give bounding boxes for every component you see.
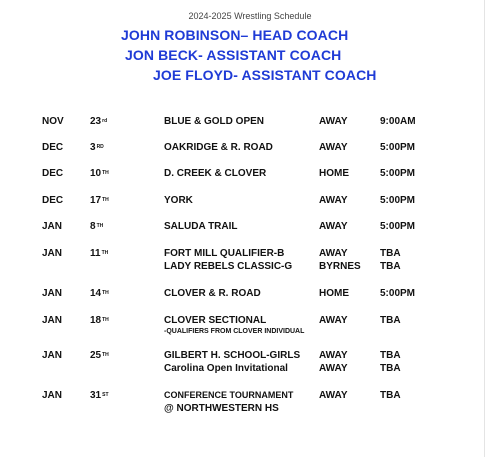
schedule-row [0,314,484,344]
event-location: AWAY BYRNES [319,248,361,272]
event-month: JAN [42,390,63,401]
event-time: 5:00PM [380,168,416,179]
event-day: 18TH [90,315,109,326]
event-time: TBA TBA [380,350,401,374]
event-time: TBA TBA [380,248,401,272]
event-month: JAN [42,221,63,232]
event-location: HOME [319,288,349,299]
event-day: 23rd [90,116,108,127]
event-time: 5:00PM [380,221,416,232]
event-month: JAN [42,248,63,259]
schedule-row [0,247,484,275]
event-note: -QUALIFIERS FROM CLOVER INDIVIDUAL [164,328,305,335]
event-day: 17TH [90,195,109,206]
event-day: 25TH [90,350,109,361]
event-name: BLUE & GOLD OPEN [164,116,265,127]
event-name: D. CREEK & CLOVER [164,168,267,179]
event-day: 11TH [90,248,109,259]
event-location: AWAY [319,221,348,232]
schedule-row [0,167,484,197]
event-location: AWAY [319,315,348,326]
event-location: HOME [319,168,349,179]
event-month: JAN [42,288,63,299]
event-month: NOV [42,116,64,127]
event-name: GILBERT H. SCHOOL-GIRLS Carolina Open Invitational [164,350,301,374]
event-location: AWAY [319,142,348,153]
head-coach: JOHN ROBINSON– HEAD COACH [121,27,349,43]
event-name: YORK [164,195,193,206]
schedule-row [0,389,484,417]
season-title: 2024-2025 Wrestling Schedule [188,11,312,21]
schedule-row [0,220,484,250]
event-name: CONFERENCE TOURNAMENT @ NORTHWESTERN HS [164,390,294,414]
event-day: 8TH [90,221,104,232]
event-month: DEC [42,195,64,206]
event-name: CLOVER SECTIONAL -QUALIFIERS FROM CLOVER INDIVIDUAL [164,315,305,335]
event-location: AWAY [319,195,348,206]
event-time: TBA [380,315,401,326]
event-month: JAN [42,315,63,326]
event-month: DEC [42,168,64,179]
schedule-row [0,349,484,377]
event-month: JAN [42,350,63,361]
event-name: FORT MILL QUALIFIER-B LADY REBELS CLASSIC-G [164,248,293,272]
event-time: 9:00AM [380,116,416,127]
event-time: 5:00PM [380,288,416,299]
event-day: 10TH [90,168,109,179]
event-day: 14TH [90,288,109,299]
event-day: 31ST [90,390,109,401]
page-edge-line [484,0,485,457]
schedule-row [0,287,484,317]
event-name: CLOVER & R. ROAD [164,288,261,299]
event-month: DEC [42,142,64,153]
event-name: SALUDA TRAIL [164,221,238,232]
assistant-coach-beck: JON BECK- ASSISTANT COACH [125,47,342,63]
event-name: OAKRIDGE & R. ROAD [164,142,273,153]
event-location: AWAY AWAY [319,350,348,374]
event-time: TBA [380,390,401,401]
event-location: AWAY [319,116,348,127]
event-time: 5:00PM [380,142,416,153]
event-time: 5:00PM [380,195,416,206]
event-day: 3RD [90,142,104,153]
assistant-coach-floyd: JOE FLOYD- ASSISTANT COACH [153,67,377,83]
event-location: AWAY [319,390,348,401]
